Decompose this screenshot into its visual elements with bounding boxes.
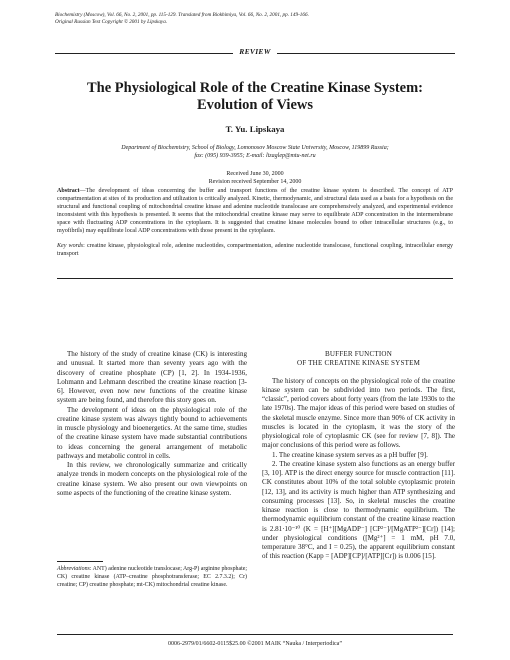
buffer-paragraph-3: 2. The creatine kinase system also functions as an energy buffer [3, 10]. ATP is the direct energy source for muscle contraction [11]. CK constitutes about 10% of the total soluble cytoplasmic protein [12, 13], and its activity is much higher than ATP synthesizing and consuming processes [13]. So, in skeletal muscles the creatine kinase reaction is close to thermodynamic equilibrium. The thermodynamic equilibrium constant of the creatine kinase reaction is 2.81·10⁻¹⁰ (K = [H⁺][MgADP⁻] [CP²⁻]/[MgATP²⁻][Cr]) [14]; under physiological conditions ([Mg²⁺] = 1 mM, pH 7.0, temperature 38°C, and I = 0.25), the apparent equilibrium constant of this reaction (Kapp = [ADP][CP]/[ATP][Cr]) is 0.006 [15]. [262, 459, 455, 561]
abbreviations-label: Abbreviations [57, 566, 90, 572]
abbreviations-footnote [57, 566, 247, 589]
abstract-text: —The development of ideas concerning the buffer and transport functions of the creatine kinase system is described. The concept of ATP compartmentation at sites of its production and utilization is critically analyzed. Kinetic, thermodynamic, and structural data used as a basis for a hypothesis on the structural and functional coupling of mitochondrial creatine kinase and adenine nucleotide translocase are comprehensively analyzed, and experimental evidence inconsistent with this hypothesis is presented. It seems that the mitochondrial creatine kinase may serve to equilibrate ADP concentration in the intermembrane space with fluctuating ADP concentrations in the cytoplasm. It is suggested that creatine kinase molecules bound to other intracellular structures (e.g., to myofibrils) may equilibrate local ADP concentrations with those present in the cytoplasm. [57, 188, 453, 235]
keywords [57, 242, 453, 258]
header-divider [57, 278, 453, 279]
footer-rule [57, 634, 453, 635]
received-date: Received June 30, 2000 [226, 171, 284, 177]
abbreviations-text: : ANT) adenine nucleotide translocase; Arg-P) arginine phosphate; CK) creatine kinase (ATP–creatine phosphotransferase; EC 2.7.3.2); Cr) creatine; CP) creatine phosphate; mt-CK) mitochondrial creatine kinase. [57, 566, 247, 588]
section-heading [262, 350, 455, 369]
right-column [262, 350, 455, 562]
section-label [0, 47, 510, 56]
journal-line-2: Original Russian Text Copyright © 2001 by Lipskaya. [55, 19, 168, 25]
section-heading-line-1: BUFFER FUNCTION [324, 350, 393, 358]
intro-paragraph-2: The development of ideas on the physiological role of the creatine kinase system was always tightly bound to achievements in muscle physiology and bioenergetics. At the same time, studies of the creatine kinase system have made substantial contributions to ideas concerning the general arrangement of metabolic pathways and metabolic control in cells. [57, 405, 247, 460]
keywords-text: : creatine kinase, physiological role, adenine nucleotides, compartmentation, adenine nucleotide translocase, functional coupling, intracellular energy transport [57, 243, 453, 258]
buffer-paragraph-1: The history of concepts on the physiological role of the creatine kinase system can be subdivided into two periods. The first, “classic”, period covers about forty years (from the late 1930s to the late 1970s). The major ideas of this period were based on studies of the skeletal muscle enzyme. Since more than 90% of CK activity in muscles is located in the cytoplasm, it was the story of the physiological role of cytoplasmic CK (see for review [7, 8]). The major conclusions of this period were as follows. [262, 376, 455, 450]
title-line-1: The Physiological Role of the Creatine Kinase System: [86, 80, 424, 96]
affiliation-line-1: Department of Biochemistry, School of Biology, Lomonosov Moscow State University, Moscow, 119899 Russia; [121, 145, 389, 151]
journal-line-1: Biochemistry (Moscow), Vol. 66, No. 2, 2001, pp. 115-129. Translated from Biokhimiya, Vol. 66, No. 2, 2001, pp. 149-166. [55, 12, 309, 18]
buffer-paragraph-2: 1. The creatine kinase system serves as a pH buffer [9]. [272, 450, 428, 459]
abstract-label: Abstract [57, 188, 80, 194]
copyright-footer: 0006-2979/01/6602-0115$25.00 ©2001 MAIK “Nauka / Interperiodica” [168, 641, 342, 647]
article-title [40, 80, 470, 114]
section-heading-line-2: OF THE CREATINE KINASE SYSTEM [296, 359, 421, 368]
section-label-text: REVIEW [233, 47, 276, 56]
footnote-rule [57, 561, 103, 562]
revised-date: Revision received September 14, 2000 [208, 179, 302, 185]
affiliation-line-2: fax: (095) 939-3955; E-mail: lizaglep@mtu-net.ru [194, 153, 316, 159]
dates [0, 170, 510, 186]
intro-paragraph-3: In this review, we chronologically summarize and critically analyze trends in modern concepts on the physiological role of the creatine kinase system. We also present our own viewpoints on some aspects of the functioning of the creatine kinase system. [57, 461, 247, 497]
abstract [57, 187, 453, 235]
affiliation [60, 144, 450, 160]
author-name: T. Yu. Lipskaya [225, 124, 285, 134]
journal-citation [55, 12, 475, 26]
intro-paragraph-1: The history of the study of creatine kinase (CK) is interesting and unusual. It started more than seventy years ago with the discovery of creatine phosphate (CP) [1, 2]. In 1934-1936, Lohmann and Lehmann described the creatine kinase reaction [3-6]. However, even now new functions of the creatine kinase system are being found, and therefore this story goes on. [57, 350, 247, 405]
left-column [57, 350, 247, 498]
title-line-2: Evolution of Views [196, 97, 313, 113]
keywords-label: Key words [57, 243, 84, 249]
